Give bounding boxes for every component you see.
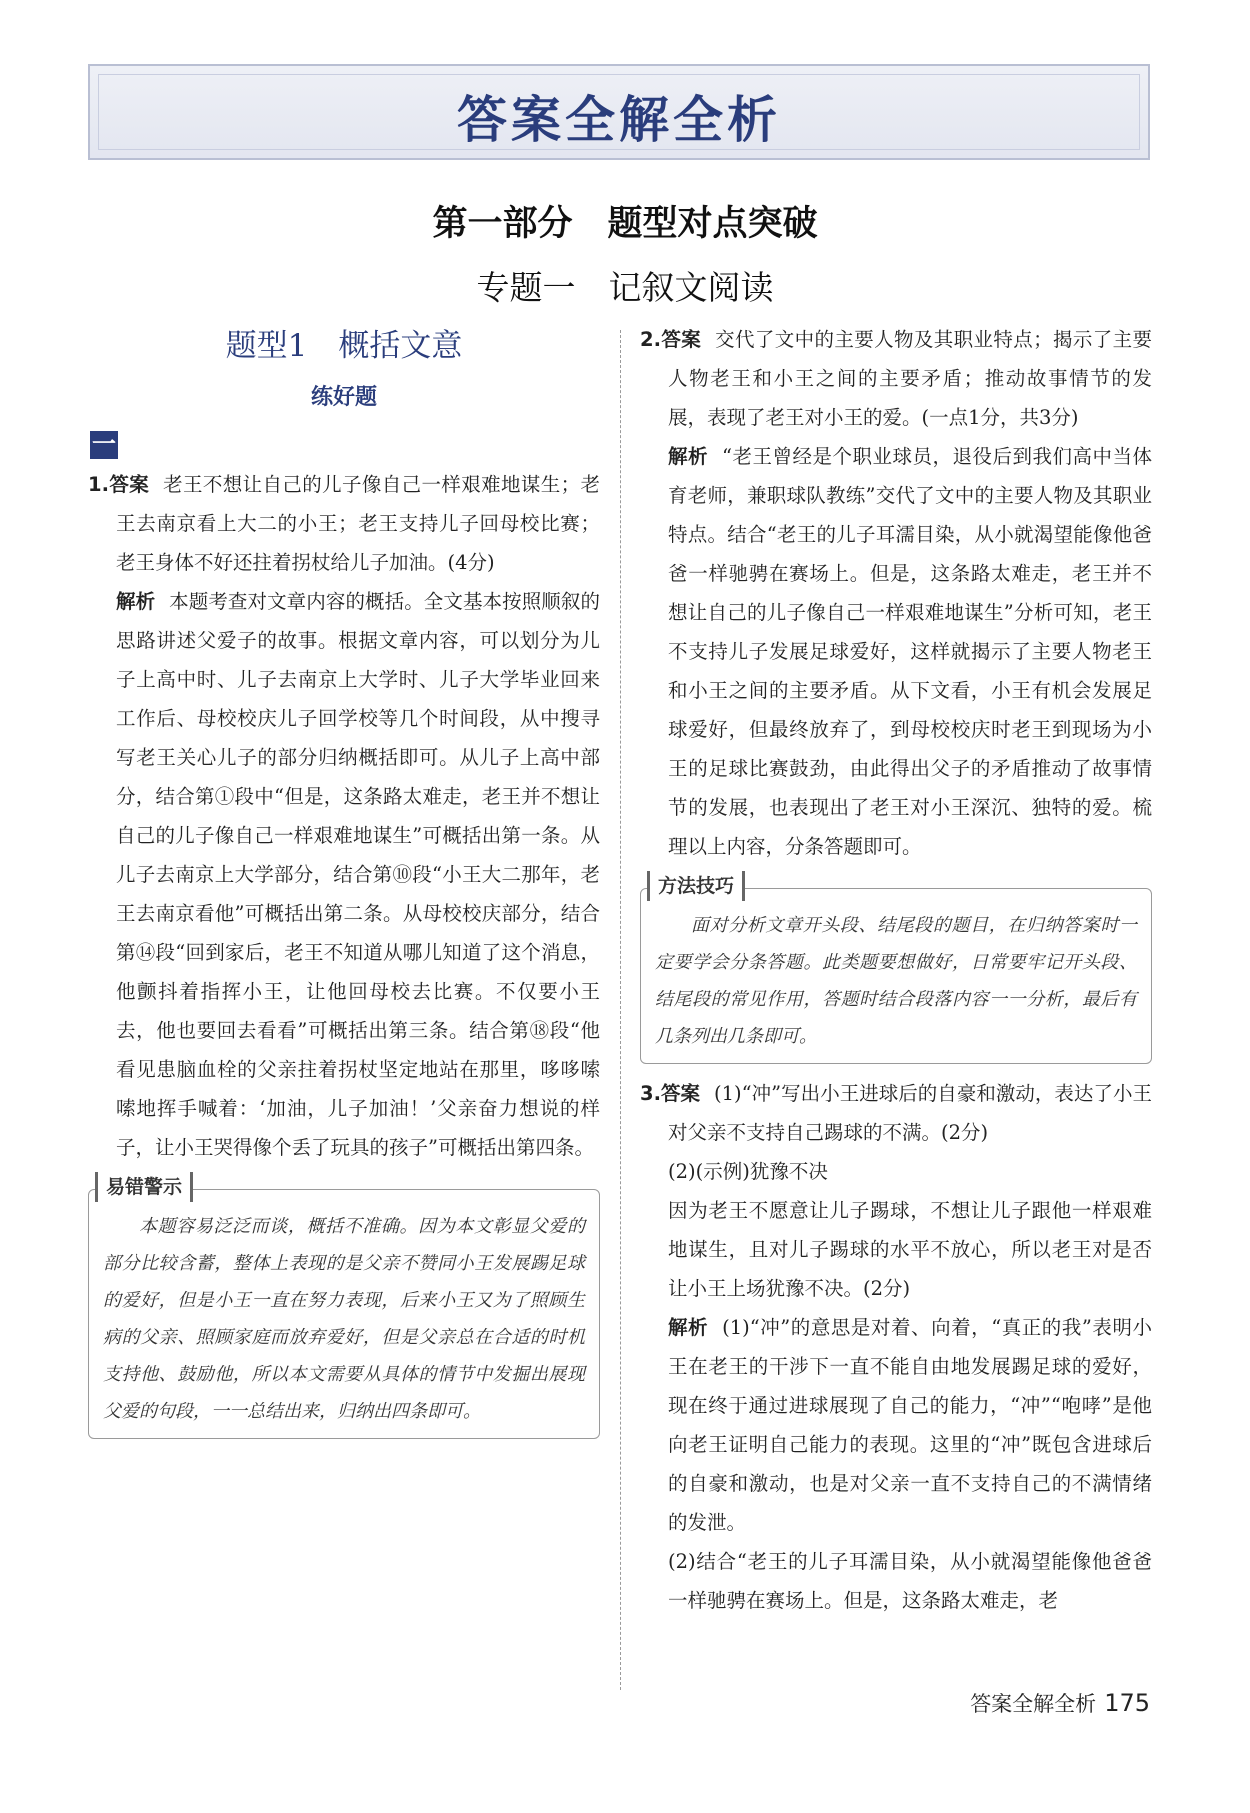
method-box: [640, 875, 1152, 1064]
q1-answer-label: 答案: [108, 473, 150, 496]
topic-title: 专题一 记叙文阅读: [476, 268, 774, 307]
q1-analysis-text: 本题考查对文章内容的概括。全文基本按照顺叙的思路讲述父爱子的故事。根据文章内容，可以划分为儿子上高中时、儿子去南京上大学时、儿子大学毕业回来工作后、母校校庆儿子回学校等几个时间段，从中搜寻写老王关心儿子的部分归纳概括即可。从儿子上高中部分，结合第①段中“但是，这条路太难走，老王并不想让自己的儿子像自己一样艰难地谋生”可概括出第一条。从儿子去南京上大学部分，结合第⑩段“小王大二那年，老王去南京看他”可概括出第二条。从母校校庆部分，结合第⑭段“回到家后，老王不知道从哪儿知道了这个消息，他颤抖着指挥小王，让他回母校去比赛。不仅要小王去，他也要回去看看”可概括出第三条。结合第⑱段“他看见患脑血栓的父亲拄着拐杖坚定地站在那里，哆哆嗦嗦地挥手喊着：‘加油，儿子加油！’父亲奋力想说的样子，让小王哭得像个丢了玩具的孩子”可概括出第四条。: [116, 590, 600, 1159]
q3-analysis-1: (1)“冲”的意思是对着、向着，“真正的我”表明小王在老王的干涉下一直不能自由地发展踢足球的爱好，现在终于通过进球展现了自己的能力，“冲”“咆哮”是他向老王证明自己能力的表现。这里的“冲”既包含进球后的自豪和激动，也是对父亲一直不支持自己的不满情绪的发泄。: [668, 1316, 1152, 1534]
q2-answer: [640, 320, 1152, 437]
q2-answer-text: 交代了文中的主要人物及其职业特点；揭示了主要人物老王和小王之间的主要矛盾；推动故事情节的发展，表现了老王对小王的爱。(一点1分，共3分): [668, 328, 1152, 429]
warning-text: 本题容易泛泛而谈，概括不准确。因为本文彰显父爱的部分比较含蓄，整体上表现的是父亲不赞同小王发展踢足球的爱好，但是小王一直在努力表现，后来小王又为了照顾生病的父亲、照顾家庭而放弃爱好，但是父亲总在合适的时机支持他、鼓励他，所以本文需要从具体的情节中发掘出展现父爱的句段，一一总结出来，归纳出四条即可。: [103, 1216, 585, 1422]
q3-answer-label: 答案: [660, 1082, 701, 1105]
part-title: 第一部分 题型对点突破: [432, 204, 818, 244]
q3-analysis: [640, 1308, 1152, 1542]
warning-box: [88, 1176, 600, 1439]
q1-answer-text: 老王不想让自己的儿子像自己一样艰难地谋生；老王去南京看上大二的小王；老王支持儿子回母校比赛；老王身体不好还拄着拐杖给儿子加油。(4分): [116, 473, 600, 574]
q1-analysis: [88, 582, 600, 1167]
method-tag: 方法技巧: [647, 871, 745, 901]
q2-answer-label: 答案: [660, 328, 702, 351]
question-type-title: 题型1 概括文意: [225, 328, 463, 364]
page-footer: [940, 1688, 1150, 1718]
header-banner: [88, 64, 1150, 160]
page-number: 175: [1104, 1689, 1150, 1717]
q3-analysis-label: 解析: [668, 1316, 709, 1339]
q2-analysis: [640, 437, 1152, 866]
q3-answer-2-body: 因为老王不愿意让儿子踢球，不想让儿子跟他一样艰难地谋生，且对儿子踢球的水平不放心，所以老王对是否让小王上场犹豫不决。(2分): [668, 1199, 1152, 1300]
q2-analysis-text: “老王曾经是个职业球员，退役后到我们高中当体育老师，兼职球队教练”交代了文中的主要人物及其职业特点。结合“老王的儿子耳濡目染，从小就渴望能像他爸爸一样驰骋在赛场上。但是，这条路太难走，老王并不想让自己的儿子像自己一样艰难地谋生”分析可知，老王不支持儿子发展足球爱好，这样就揭示了主要人物老王和小王之间的主要矛盾。从下文看，小王有机会发展足球爱好，但最终放弃了，到母校校庆时老王到现场为小王的足球比赛鼓劲，由此得出父子的矛盾推动了故事情节的发展，也表现出了老王对小王深沉、独特的爱。梳理以上内容，分条答题即可。: [668, 445, 1152, 858]
footer-label: 答案全解全析: [970, 1692, 1097, 1716]
left-column: [88, 320, 600, 1449]
q3-answer-1: (1)“冲”写出小王进球后的自豪和激动，表达了小王对父亲不支持自己踢球的不满。(2分): [668, 1082, 1152, 1144]
q1-analysis-label: 解析: [116, 590, 156, 613]
section-marker: 一: [92, 430, 116, 458]
q3-analysis-2: (2)结合“老王的儿子耳濡目染，从小就渴望能像他爸爸一样驰骋在赛场上。但是，这条路太难走，老: [668, 1550, 1152, 1612]
q3-answer: [640, 1074, 1152, 1152]
q2-analysis-label: 解析: [668, 445, 709, 468]
q2-number: 2.: [640, 328, 661, 351]
practice-label: 练好题: [310, 385, 377, 410]
q3-answer-2-head: (2)(示例)犹豫不决: [668, 1160, 828, 1183]
q1-number: 1.: [88, 473, 109, 496]
column-divider: [620, 330, 621, 1690]
warning-tag: 易错警示: [95, 1172, 193, 1202]
q3-number: 3.: [640, 1082, 661, 1105]
q1-answer: [88, 465, 600, 582]
method-text: 面对分析文章开头段、结尾段的题目，在归纳答案时一定要学会分条答题。此类题要想做好，日常要牢记开头段、结尾段的常见作用，答题时结合段落内容一一分析，最后有几条列出几条即可。: [655, 915, 1137, 1047]
right-column: [640, 320, 1152, 1620]
banner-title: 答案全解全析: [457, 91, 781, 149]
